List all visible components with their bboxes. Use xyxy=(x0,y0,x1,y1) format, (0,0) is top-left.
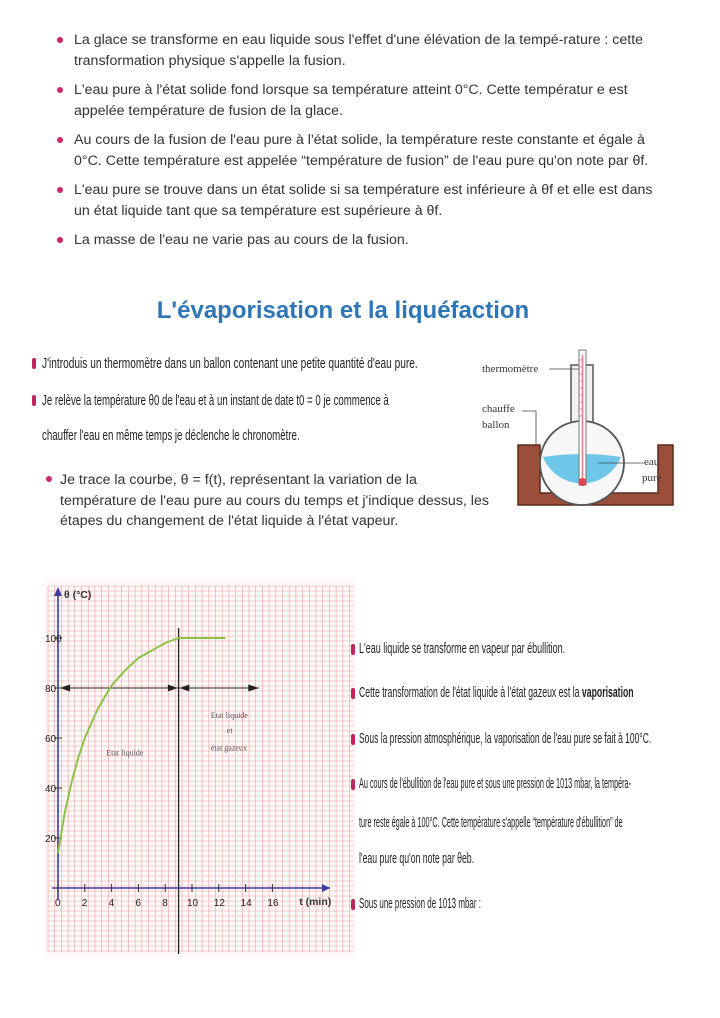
section-title: L'évaporisation et la liquéfaction xyxy=(156,297,530,324)
vapo-bullet-4c: l'eau pure qu'on note par θeb. xyxy=(359,851,475,867)
bullet-dot-icon xyxy=(57,37,63,43)
x-tick-label: 14 xyxy=(240,898,252,909)
fusion-bullet-list xyxy=(56,30,656,259)
x-tick-label: 0 xyxy=(55,898,61,909)
list-item: La masse de l'eau ne varie pas au cours de la fusion. xyxy=(56,230,656,251)
bullet-mark-icon xyxy=(351,644,355,655)
vapo-bullet-5: Sous une pression de 1013 mbar : xyxy=(359,896,481,912)
vapo-bullet-2: Cette transformation de l'état liquide à l'état gazeux est la vaporisation xyxy=(359,685,634,701)
y-axis-label: θ (°C) xyxy=(64,589,92,601)
annotation-liquid: Etat liquide xyxy=(106,748,144,758)
vapo-bullet-4b: ture reste égale à 100°C. Cette température s'appelle “température d'ébullition” de xyxy=(359,815,623,831)
label-pure: pure xyxy=(642,472,662,484)
bullet-dot-icon xyxy=(57,237,63,243)
bullet-dot-icon xyxy=(57,187,63,193)
apparatus-illustration xyxy=(478,345,703,510)
bullet-mark-icon xyxy=(351,688,355,699)
label-ballon: ballon xyxy=(482,419,510,431)
y-tick-label: 20 xyxy=(45,834,57,845)
label-chauffe: chauffe xyxy=(482,403,515,415)
annotation-mixed-2: et xyxy=(226,726,233,735)
y-tick-label: 40 xyxy=(45,784,57,795)
bullet-mark-icon xyxy=(351,899,355,910)
y-tick-label: 100 xyxy=(45,634,62,645)
x-tick-label: 6 xyxy=(135,898,141,909)
x-tick-label: 16 xyxy=(267,898,279,909)
vapo-bullet-1: L'eau liquide se transforme en vapeur par ébullition. xyxy=(359,641,566,657)
x-tick-label: 4 xyxy=(108,898,115,909)
label-eau: eau xyxy=(644,456,660,468)
bullet-mark-icon xyxy=(32,395,36,406)
temperature-chart xyxy=(44,578,356,958)
x-tick-label: 12 xyxy=(213,898,225,909)
list-item: Au cours de la fusion de l'eau pure à l'état solide, la température reste constante et égale à 0°C. Cette température est appelée “température de fusion” de l'eau pure qu'on note par θf. xyxy=(56,130,656,172)
x-axis-label: t (min) xyxy=(299,896,332,908)
y-tick-label: 60 xyxy=(45,734,57,745)
list-item: L'eau pure à l'état solide fond lorsque sa température atteint 0°C. Cette températur e est appelée température de fusion de la glace. xyxy=(56,80,656,122)
bullet-dot-icon xyxy=(46,476,52,482)
vapo-bullet-3: Sous la pression atmosphérique, la vaporisation de l'eau pure se fait à 100°C. xyxy=(359,731,652,747)
x-tick-label: 10 xyxy=(187,898,199,909)
label-thermometre: thermomètre xyxy=(482,363,539,375)
vapo-bullet-4a: Au cours de l'ébullition de l'eau pure et sous une pression de 1013 mbar, la tempéra- xyxy=(359,776,631,792)
x-tick-label: 2 xyxy=(81,898,88,909)
y-tick-label: 80 xyxy=(45,684,57,695)
experiment-line-2a: Je relève la température θ0 de l'eau et à un instant de date t0 = 0 je commence à xyxy=(42,393,389,409)
bullet-mark-icon xyxy=(351,779,355,790)
trace-paragraph: Je trace la courbe, θ = f(t), représentant la variation de la température de l'eau pure au cours du temps et j'indique dessus, les étapes du changement de l'état liquide à l'état vapeur. xyxy=(44,470,490,532)
experiment-line-1: J'introduis un thermomètre dans un ballon contenant une petite quantité d'eau pure. xyxy=(42,356,418,372)
x-tick-label: 8 xyxy=(162,898,168,909)
bullet-dot-icon xyxy=(57,87,63,93)
annotation-mixed-1: Etat liquide xyxy=(210,711,248,720)
bullet-mark-icon xyxy=(32,358,36,369)
experiment-line-2b: chauffer l'eau en même temps je déclenche le chronomètre. xyxy=(42,428,300,444)
bullet-dot-icon xyxy=(57,137,63,143)
annotation-mixed-3: état gazeux xyxy=(210,743,247,753)
list-item: L'eau pure se trouve dans un état solide si sa température est inférieure à θf et elle est dans un état liquide tant que sa température est supérieure à θf. xyxy=(56,180,656,222)
bullet-mark-icon xyxy=(351,734,355,745)
list-item: La glace se transforme en eau liquide sous l'effet d'une élévation de la tempé-rature : cette transformation physique s'appelle la fusion. xyxy=(56,30,656,72)
